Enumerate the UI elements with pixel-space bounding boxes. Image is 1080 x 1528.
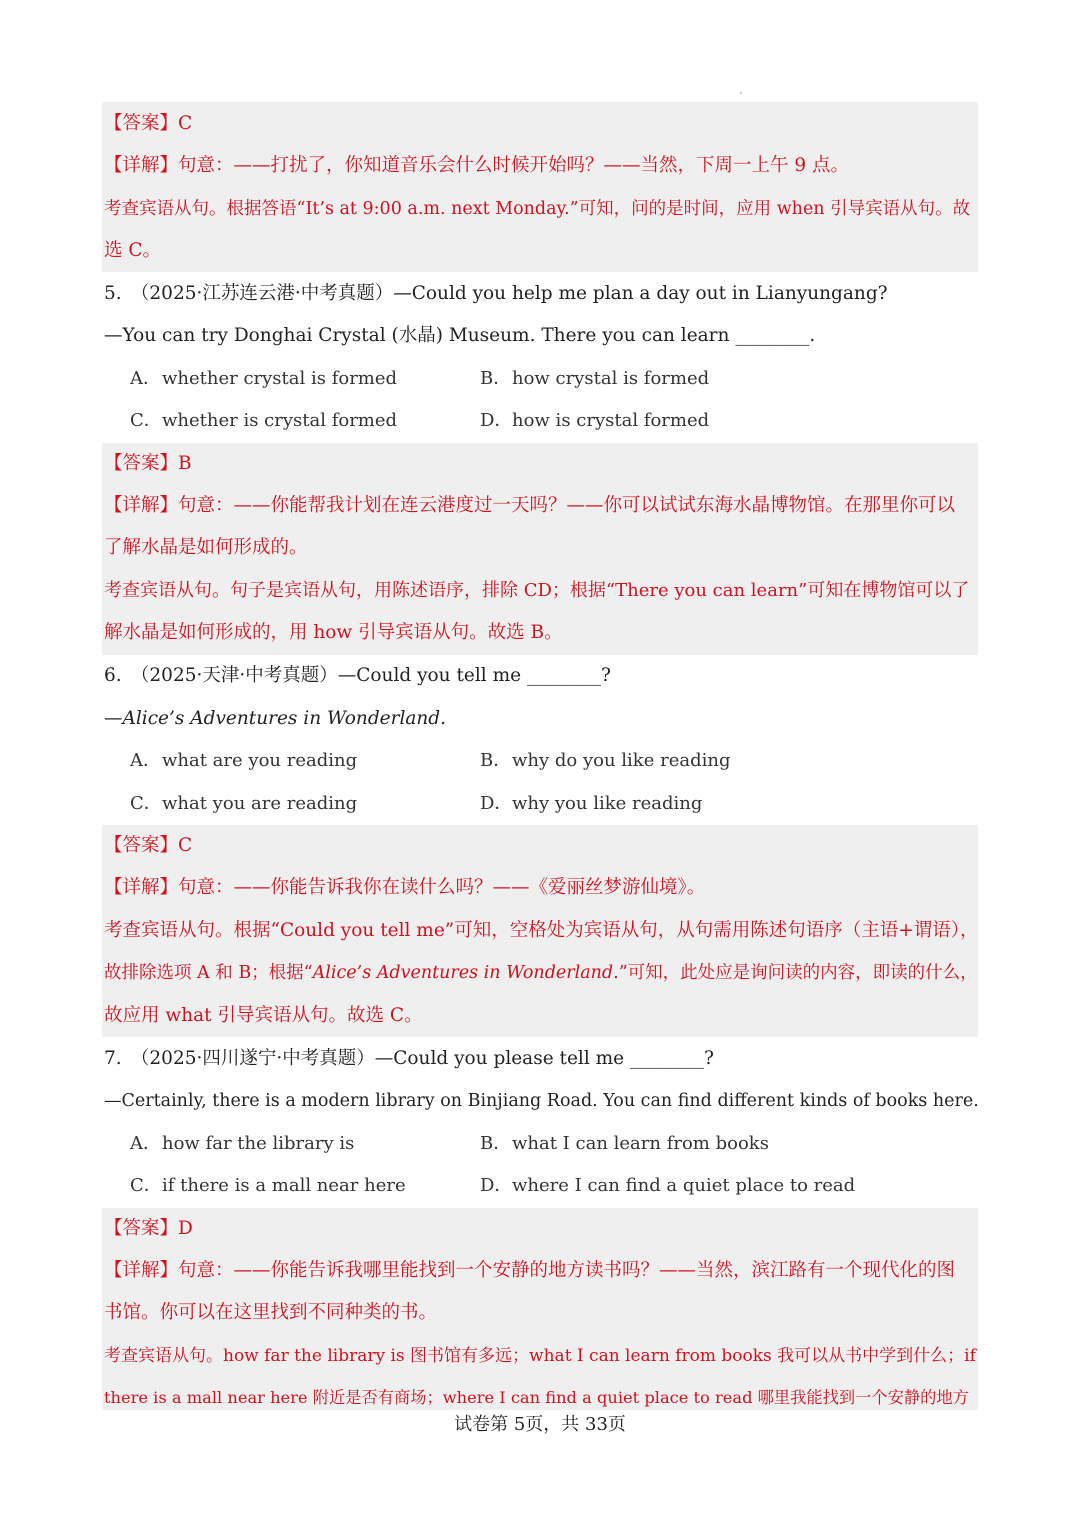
page-footer: 试卷第 5页，共 33页 (454, 1414, 626, 1435)
question-7-stem2: —Certainly, there is a modern library on Binjiang Road. You can find different kinds of books here. (104, 1091, 979, 1111)
question-5-stem: 5. （2025·江苏连云港·中考真题）—Could you help me plan a day out in Lianyungang? (104, 283, 888, 304)
detail-q4-1: 【详解】句意：——打扰了，你知道音乐会什么时候开始吗？——当然，下周一上午 9 点。 (104, 155, 850, 176)
q7-option-c: C．if there is a mall near here (130, 1175, 406, 1196)
detail-q7-1: 【详解】句意：——你能告诉我哪里能找到一个安静的地方读书吗？——当然，滨江路有一个现代化的图 (104, 1260, 956, 1281)
question-6-stem: 6. （2025·天津·中考真题）—Could you tell me ________? (104, 665, 611, 686)
answer-q5: 【答案】B (104, 453, 192, 474)
q6-option-d: D．why you like reading (480, 793, 703, 814)
q5-option-b: B．how crystal is formed (480, 368, 710, 389)
answer-q6: 【答案】C (104, 835, 193, 856)
answer-q7: 【答案】D (104, 1218, 193, 1239)
detail-q5-1: 【详解】句意：——你能帮我计划在连云港度过一天吗？——你可以试试东海水晶博物馆。在那里你可以 (104, 495, 956, 516)
question-5-stem2: —You can try Donghai Crystal (水晶) Museum. There you can learn ________. (104, 325, 816, 346)
answer-box-q4 (102, 102, 978, 272)
q7-option-d: D．where I can find a quiet place to read (480, 1175, 856, 1196)
detail-q7-3: 考查宾语从句。how far the library is 图书馆有多远；what I can learn from books 我可以从书中学到什么；if (104, 1346, 976, 1366)
detail-q5-2: 了解水晶是如何形成的。 (104, 537, 308, 558)
q6-option-a: A．what are you reading (130, 750, 358, 771)
detail-q4-2: 考查宾语从句。根据答语“It’s at 9:00 a.m. next Monday.”可知，问的是时间，应用 when 引导宾语从句。故 (104, 199, 971, 219)
q5-option-c: C．whether is crystal formed (130, 410, 398, 431)
question-7-stem: 7. （2025·四川遂宁·中考真题）—Could you please tell me ________? (104, 1048, 714, 1069)
q7-option-a: A．how far the library is (130, 1133, 355, 1154)
detail-q6-2: 考查宾语从句。根据“Could you tell me”可知，空格处为宾语从句，从句需用陈述句语序（主语+谓语）， (104, 920, 979, 941)
detail-q5-3: 考查宾语从句。句子是宾语从句，用陈述语序，排除 CD；根据“There you can learn”可知在博物馆可以了 (104, 580, 970, 601)
q7-option-b: B．what I can learn from books (480, 1133, 769, 1154)
q6-option-c: C．what you are reading (130, 793, 358, 814)
detail-q6-3: 故排除选项 A 和 B；根据“Alice’s Adventures in Wonderland.”可知，此处应是询问读的内容，即读的什么， (104, 963, 978, 983)
detail-q6-1: 【详解】句意：——你能告诉我你在读什么吗？——《爱丽丝梦游仙境》。 (104, 877, 706, 898)
detail-q6-4: 故应用 what 引导宾语从句。故选 C。 (104, 1005, 423, 1026)
detail-q7-4: there is a mall near here 附近是否有商场；where I can find a quiet place to read 哪里我能找到一个安静的地方 (104, 1388, 969, 1407)
detail-q7-2: 书馆。你可以在这里找到不同种类的书。 (104, 1302, 438, 1323)
question-6-stem2: —Alice’s Adventures in Wonderland. (104, 708, 447, 729)
q6-option-b: B．why do you like reading (480, 750, 731, 771)
q5-option-d: D．how is crystal formed (480, 410, 710, 431)
answer-q4: 【答案】C (104, 113, 193, 134)
scan-dot (740, 92, 742, 94)
detail-q4-3: 选 C。 (104, 240, 162, 261)
detail-q5-4: 解水晶是如何形成的，用 how 引导宾语从句。故选 B。 (104, 622, 563, 643)
q5-option-a: A．whether crystal is formed (130, 368, 398, 389)
